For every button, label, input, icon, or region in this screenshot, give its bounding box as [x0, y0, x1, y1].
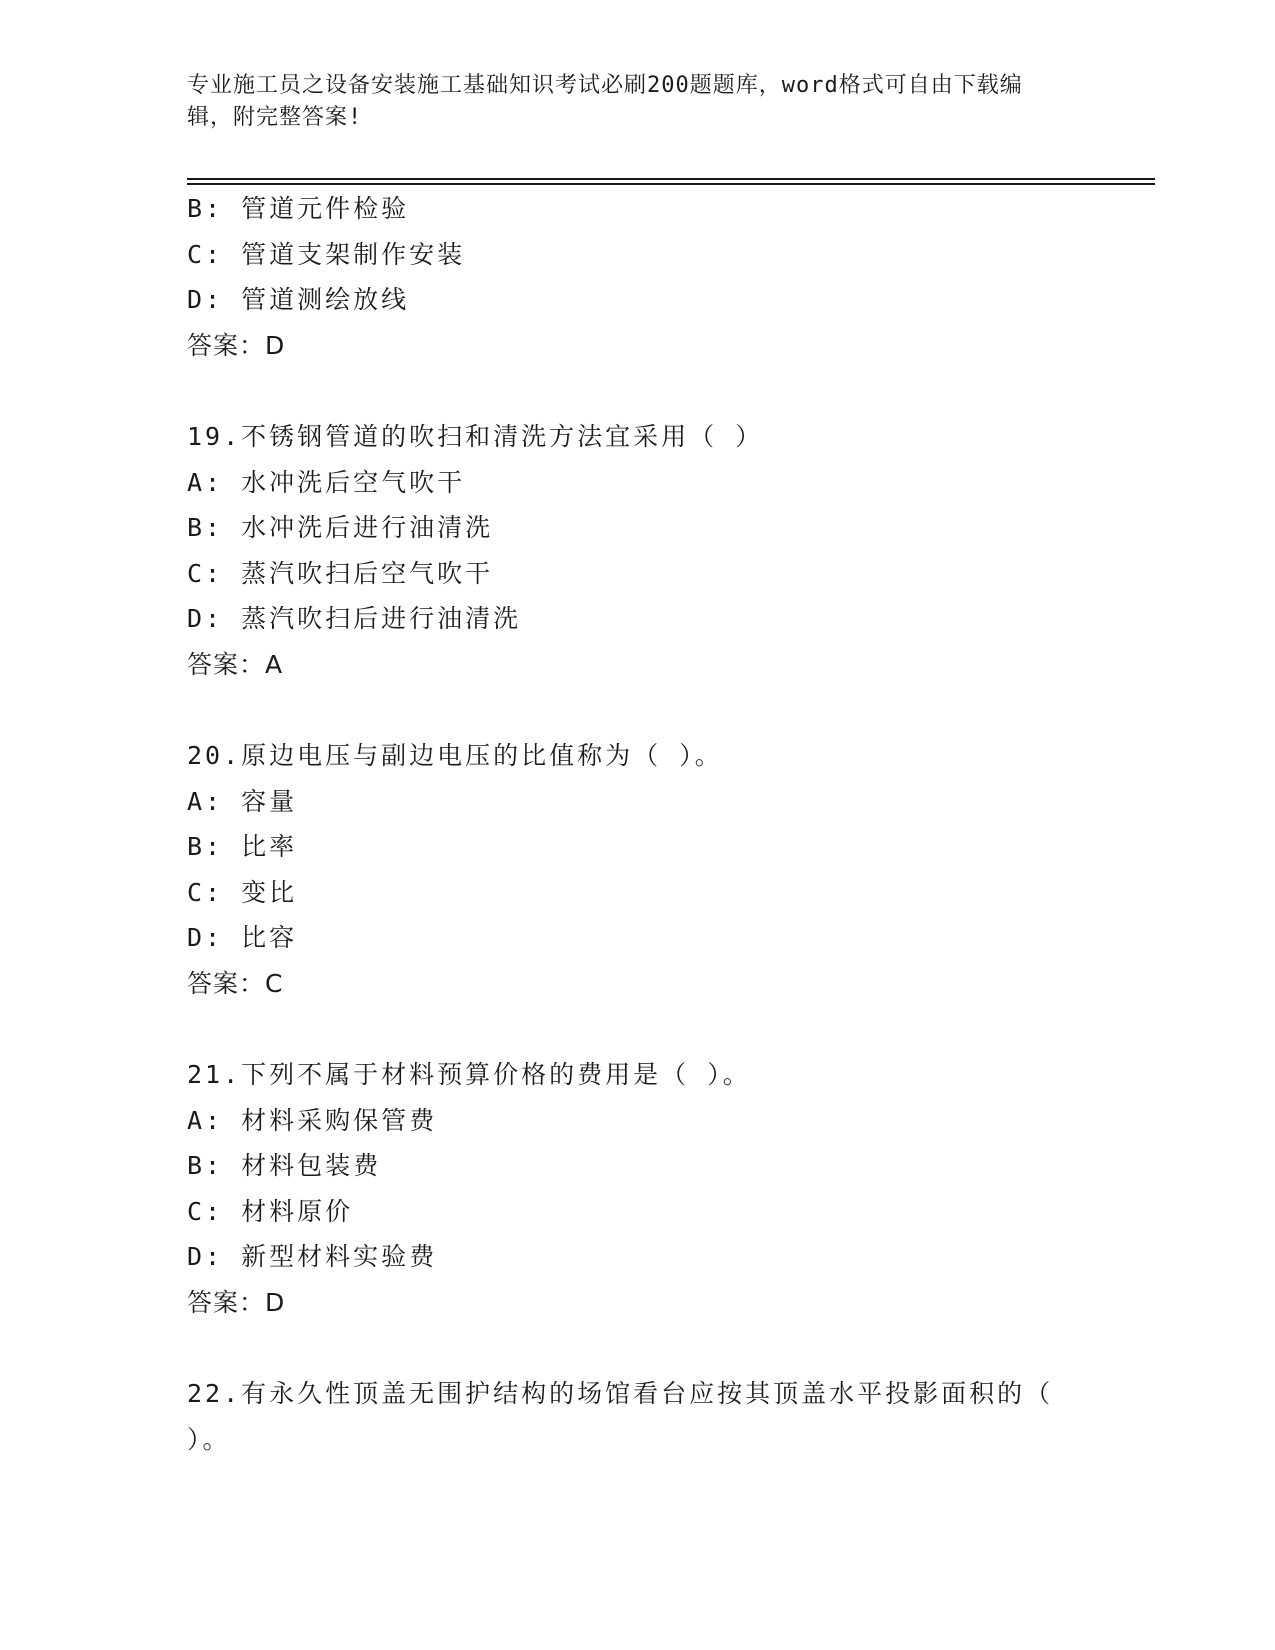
header-divider-bottom: [187, 183, 1155, 185]
option-c: C: 蒸汽吹扫后空气吹干: [187, 558, 494, 588]
option-d: D: 比容: [187, 923, 298, 952]
answer: 答案：D: [187, 1287, 286, 1317]
option-b: B: 水冲洗后进行油清洗: [187, 513, 494, 542]
question-text: 22.有永久性顶盖无围护结构的场馆看台应按其顶盖水平投影面积的（ ）。: [187, 1379, 1054, 1454]
option-c: C: 管道支架制作安装: [187, 239, 466, 269]
question-text: 20.原边电压与副边电压的比值称为（ ）。: [187, 741, 723, 770]
option-b: B: 管道元件检验: [187, 194, 410, 223]
answer: 答案：C: [187, 968, 284, 998]
document-header: 专业施工员之设备安装施工基础知识考试必刷200题题库，word格式可自由下载编辑，附完整答案!: [187, 73, 1023, 130]
header-divider-top: [187, 178, 1155, 180]
option-c: C: 变比: [187, 877, 298, 907]
option-a: A: 材料采购保管费: [187, 1105, 438, 1135]
question-text: 21.下列不属于材料预算价格的费用是（ ）。: [187, 1060, 751, 1089]
option-a: A: 容量: [187, 786, 298, 816]
option-a: A: 水冲洗后空气吹干: [187, 467, 466, 497]
answer: 答案：D: [187, 330, 286, 360]
question-22: [187, 1371, 1087, 1462]
option-c: C: 材料原价: [187, 1196, 354, 1226]
question-20: [187, 733, 1087, 1006]
question-text: 19.不锈钢管道的吹扫和清洗方法宜采用（ ）: [187, 422, 764, 451]
option-b: B: 材料包装费: [187, 1151, 382, 1180]
option-b: B: 比率: [187, 832, 298, 861]
option-d: D: 蒸汽吹扫后进行油清洗: [187, 604, 522, 633]
question-18: [187, 186, 1087, 368]
option-d: D: 新型材料实验费: [187, 1242, 438, 1271]
answer: 答案：A: [187, 649, 284, 679]
question-list: [187, 186, 1087, 1462]
question-21: [187, 1052, 1087, 1325]
question-19: [187, 414, 1087, 687]
option-d: D: 管道测绘放线: [187, 285, 410, 314]
